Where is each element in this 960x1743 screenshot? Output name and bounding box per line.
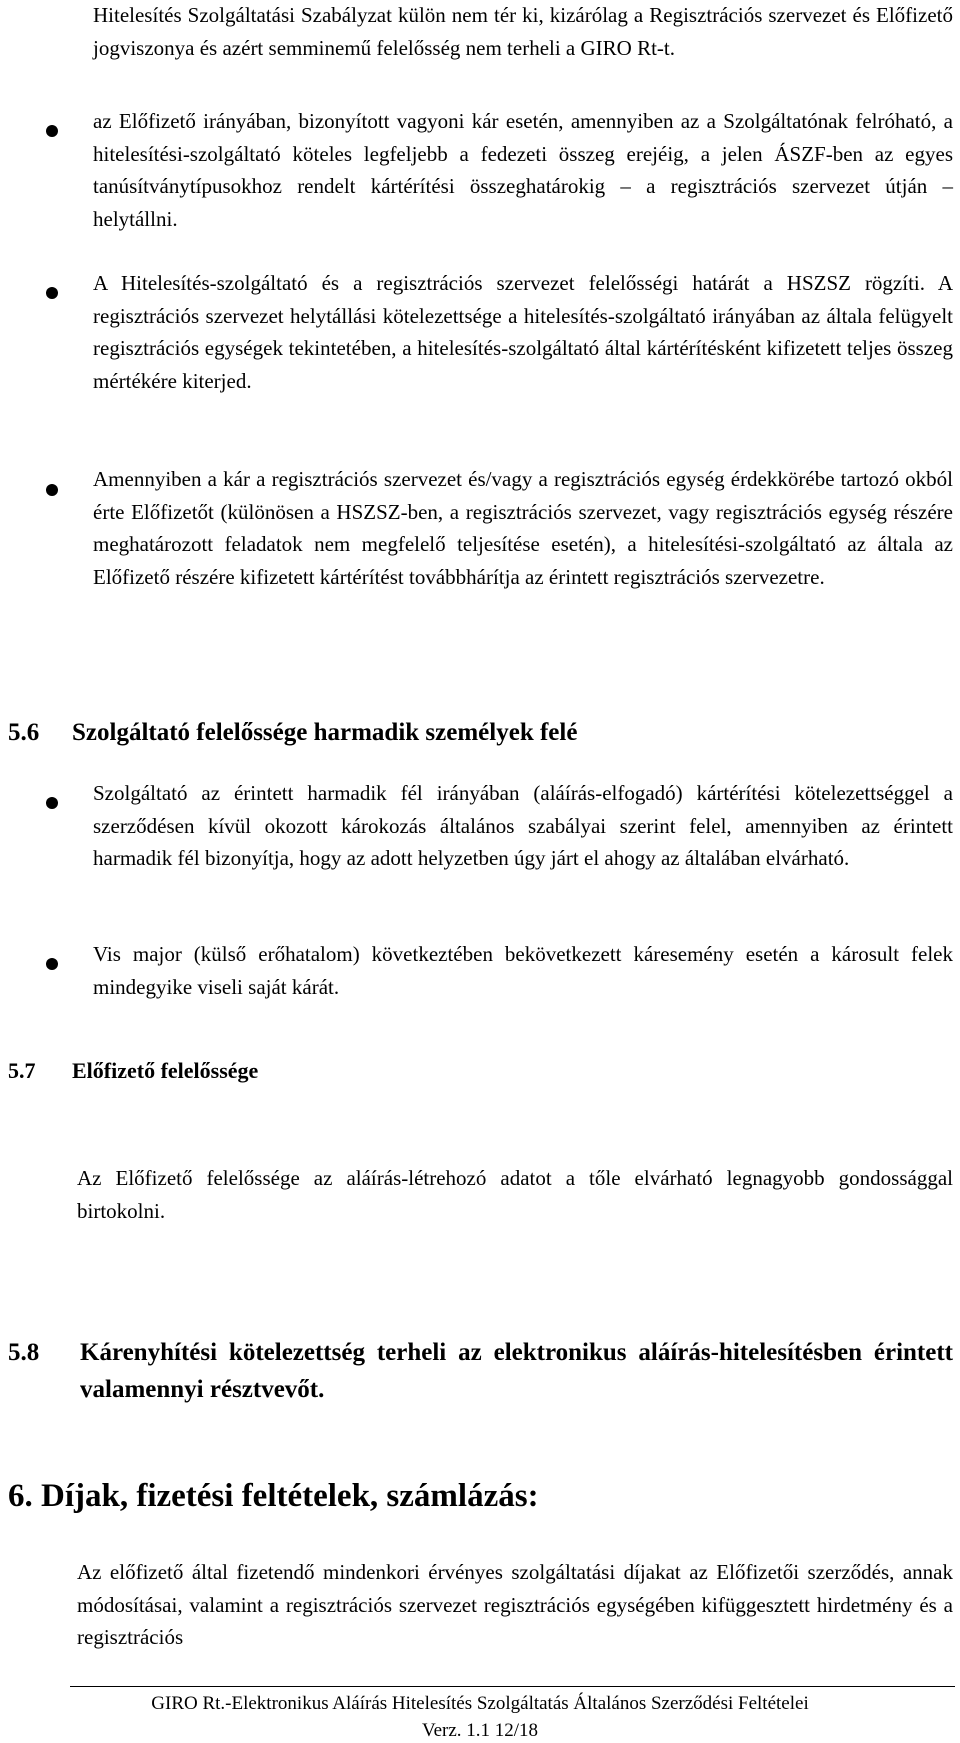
- list-item: Amennyiben a kár a regisztrációs szervezet és/vagy a regisztrációs egység érdekkörébe tartozó okból érte Előfizetőt (különösen a HSZSZ-ben, a regisztrációs szervezet, vagy regisztrációs egység részére meghatározott feladatok nem megfelelő teljesítése esetén), a hitelesítési-szolgáltató az általa az Előfizető részére kifizetett kártérítést továbbhárítja az érintett regisztrációs szervezetre.: [93, 467, 953, 589]
- bullet-icon: [46, 125, 58, 137]
- footer-title: GIRO Rt.-Elektronikus Aláírás Hitelesítés Szolgáltatás Általános Szerződési Feltételei: [151, 1693, 809, 1714]
- footer-divider: [70, 1686, 955, 1687]
- list-item: az Előfizető irányában, bizonyított vagyoni kár esetén, amennyiben az a Szolgáltatónak felróható, a hitelesítési-szolgáltató köteles legfeljebb a fedezeti összeg erejéig, a jelen ÁSZF-ben az egyes tanúsítványtípusokhoz rendelt kártérítési összeghatárokig – a regisztrációs szervezet útján – helytállni.: [93, 109, 953, 231]
- footer-version: Verz. 1.1 12/18: [421, 1720, 539, 1741]
- bullet-icon: [46, 287, 58, 299]
- bullet-icon: [46, 958, 58, 970]
- section-paragraph: Az Előfizető felelőssége az aláírás-létrehozó adatot a tőle elvárható legnagyobb gondossággal birtokolni.: [77, 1166, 953, 1223]
- section-number: 5.7: [8, 1058, 36, 1083]
- section-title: Kárenyhítési kötelezettség terheli az elektronikus aláírás-hitelesítésben érintett valamennyi résztvevőt.: [80, 1339, 953, 1403]
- intro-paragraph: Hitelesítés Szolgáltatási Szabályzat külön nem tér ki, kizárólag a Regisztrációs szervezet és Előfizető jogviszonya és azért semminemű felelősség nem terheli a GIRO Rt-t.: [93, 3, 953, 60]
- section-number: 5.8: [8, 1339, 40, 1366]
- list-item: A Hitelesítés-szolgáltató és a regisztrációs szervezet felelősségi határát a HSZSZ rögzíti. A regisztrációs szervezet helytállási kötelezettsége a hitelesítés-szolgáltató irányában az általa felügyelt regisztrációs egységek tekintetében, a hitelesítés-szolgáltató által kártérítésként kifizetett teljes összeg mértékére kiterjed.: [93, 271, 953, 393]
- bullet-icon: [46, 797, 58, 809]
- section-number: 5.6: [8, 719, 40, 746]
- section-paragraph: Az előfizető által fizetendő mindenkori érvényes szolgáltatási díjakat az Előfizetői szerződés, annak módosításai, valamint a regisztrációs szervezet regisztrációs egységében kifüggesztett hirdetmény és a regisztrációs: [77, 1560, 953, 1649]
- section-title: Szolgáltató felelőssége harmadik személyek felé: [72, 719, 578, 746]
- section-heading-5-7: [8, 1055, 258, 1087]
- list-item: Vis major (külső erőhatalom) következtében bekövetkezett káresemény esetén a károsult felek mindegyike viseli saját kárát.: [93, 942, 953, 999]
- section-title: Előfizető felelőssége: [72, 1058, 259, 1083]
- list-item: Szolgáltató az érintett harmadik fél irányában (aláírás-elfogadó) kártérítési kötelezettséggel a szerződésen kívül okozott károkozás általános szabályai szerint felel, amennyiben az érintett harmadik fél bizonyítja, hogy az adott helyzetben úgy járt el ahogy az általában elvárható.: [93, 781, 953, 870]
- bullet-icon: [46, 484, 58, 496]
- chapter-heading-6: 6. Díjak, fizetési feltételek, számlázás:: [8, 1478, 539, 1514]
- section-heading-5-6: [8, 715, 577, 751]
